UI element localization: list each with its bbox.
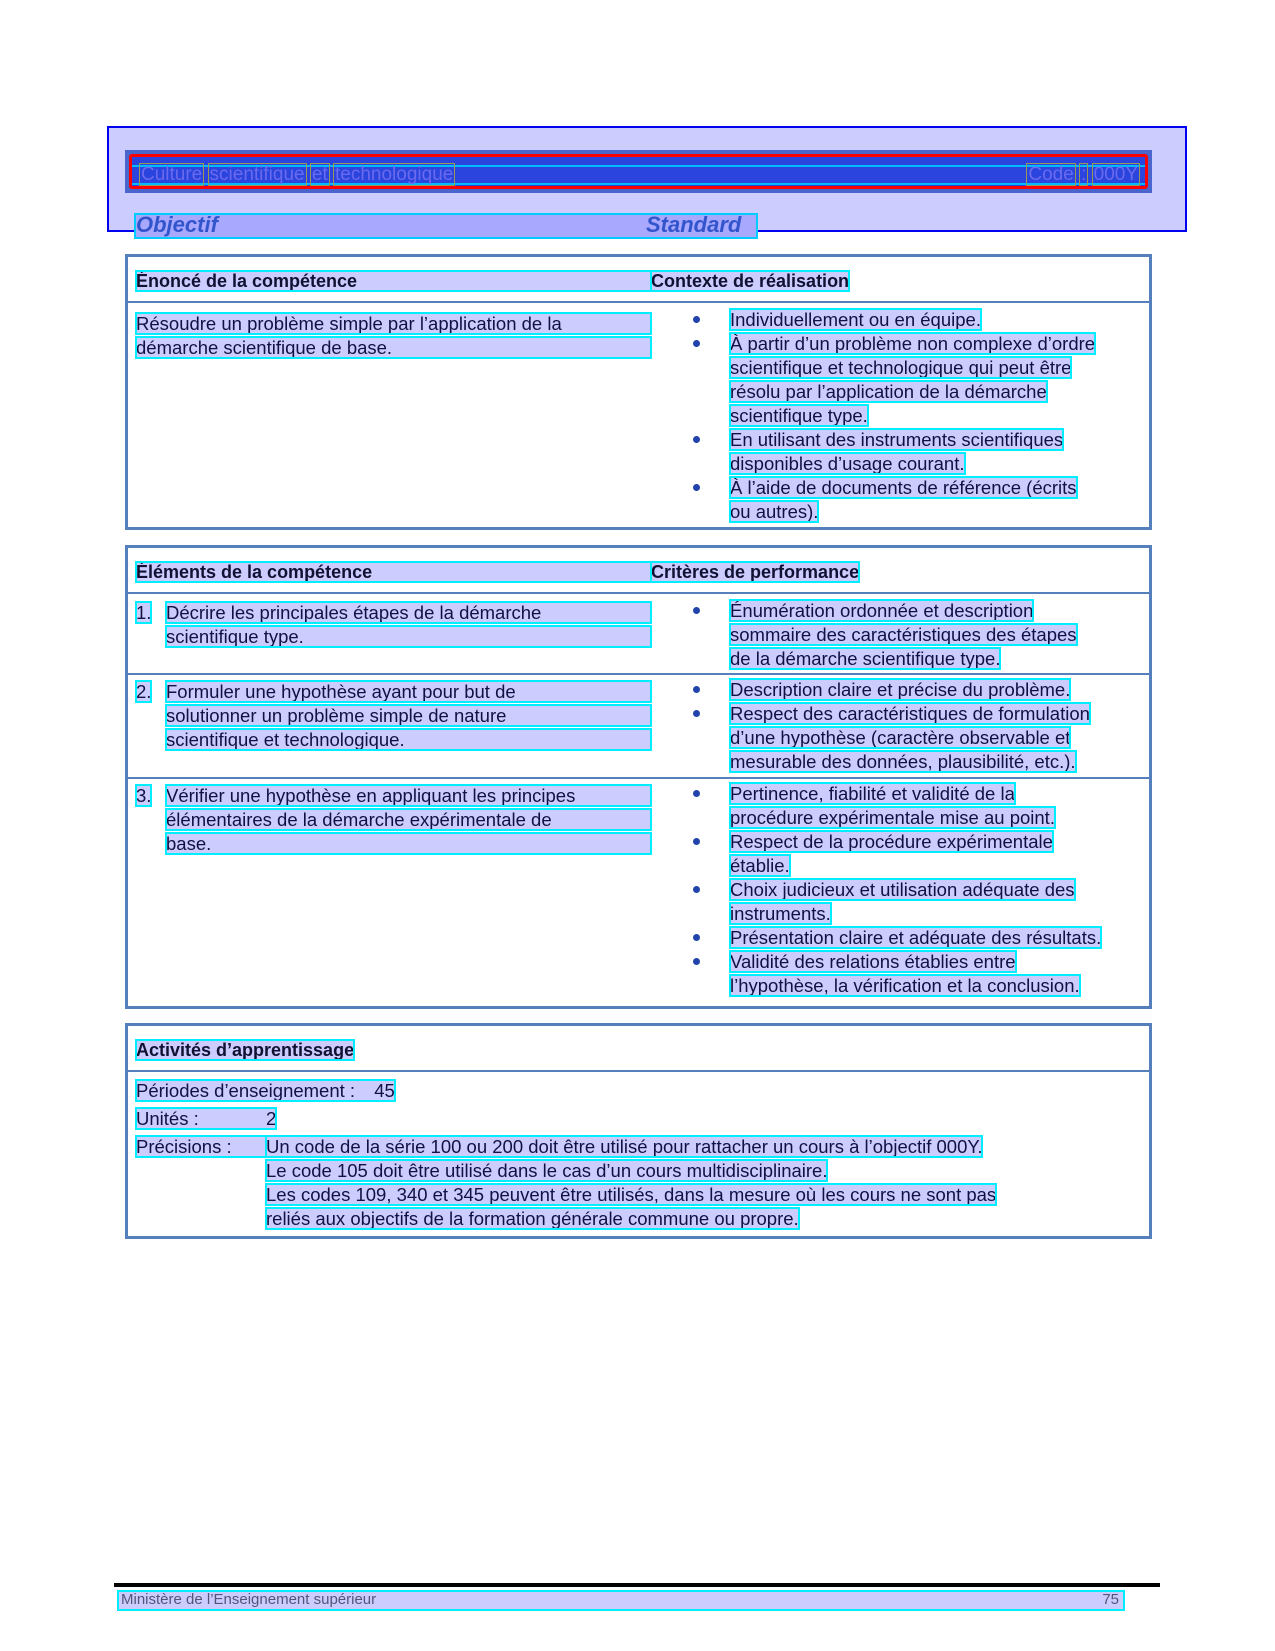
activites-header bbox=[128, 1026, 1149, 1072]
code-separator: : bbox=[1081, 164, 1087, 185]
precisions-label: Précisions : bbox=[136, 1136, 266, 1157]
contexte-item-line: disponibles d’usage courant. bbox=[730, 453, 965, 474]
code-value: 000Y bbox=[1093, 164, 1138, 185]
unites-row bbox=[136, 1108, 276, 1129]
criterion-line: Présentation claire et adéquate des résultats. bbox=[730, 927, 1102, 948]
standard-label: Standard bbox=[646, 212, 742, 237]
element-line: élémentaires de la démarche expérimentale de bbox=[166, 809, 651, 830]
criterion-line: Pertinence, fiabilité et validité de la bbox=[730, 783, 1015, 804]
col-header-contexte: Contexte de réalisation bbox=[651, 271, 850, 291]
criterion-line: Respect de la procédure expérimentale bbox=[730, 831, 1053, 852]
contexte-item-line: À l’aide de documents de référence (écrits bbox=[730, 477, 1077, 498]
footer bbox=[119, 1592, 1123, 1609]
element-line: Formuler une hypothèse ayant pour but de bbox=[166, 681, 651, 702]
program-code bbox=[1027, 164, 1139, 186]
elements-table-header bbox=[128, 548, 1149, 594]
precisions-line: Les codes 109, 340 et 345 peuvent être utilisés, dans la mesure où les cours ne sont pas bbox=[266, 1184, 997, 1205]
contexte-item-line: scientifique et technologique qui peut être bbox=[730, 357, 1072, 378]
criterion-line: instruments. bbox=[730, 903, 831, 924]
bullet-icon bbox=[693, 838, 700, 845]
contexte-item-line: À partir d’un problème non complexe d’ordre bbox=[730, 333, 1096, 354]
unites-label: Unités : bbox=[136, 1108, 199, 1129]
criterion-line: Validité des relations établies entre bbox=[730, 951, 1016, 972]
bullet-icon bbox=[693, 958, 700, 965]
contexte-item-line: Individuellement ou en équipe. bbox=[730, 309, 981, 330]
criterion-line: Choix judicieux et utilisation adéquate des bbox=[730, 879, 1075, 900]
precisions-line: Le code 105 doit être utilisé dans le cas d’un cours multidisciplinaire. bbox=[266, 1160, 828, 1181]
bullet-icon bbox=[693, 316, 700, 323]
enonce-table-header bbox=[128, 257, 1149, 303]
criterion-line: procédure expérimentale mise au point. bbox=[730, 807, 1055, 828]
unites-value: 2 bbox=[266, 1108, 277, 1129]
row-separator bbox=[128, 777, 1149, 779]
criterion-line: de la démarche scientifique type. bbox=[730, 648, 1001, 669]
criterion-line: établie. bbox=[730, 855, 790, 876]
title-bar-frame bbox=[129, 154, 1148, 189]
footer-rule bbox=[114, 1583, 1160, 1587]
objective-standard-row bbox=[136, 212, 756, 237]
title-bar bbox=[125, 150, 1152, 193]
contexte-item-line: En utilisant des instruments scientifiques bbox=[730, 429, 1064, 450]
contexte-item-line: scientifique type. bbox=[730, 405, 868, 426]
criterion-line: l’hypothèse, la vérification et la conclusion. bbox=[730, 975, 1080, 996]
bullet-icon bbox=[693, 790, 700, 797]
col-header-enonce: Énoncé de la compétence bbox=[136, 271, 651, 291]
element-line: Décrire les principales étapes de la démarche bbox=[166, 602, 651, 623]
bullet-icon bbox=[693, 607, 700, 614]
activites-title: Activités d’apprentissage bbox=[136, 1040, 355, 1060]
bullet-icon bbox=[693, 934, 700, 941]
criterion-line: Énumération ordonnée et description bbox=[730, 600, 1034, 621]
row-separator bbox=[128, 673, 1149, 675]
criterion-line: Description claire et précise du problème. bbox=[730, 679, 1071, 700]
element-number: 1. bbox=[136, 602, 152, 623]
bullet-icon bbox=[693, 710, 700, 717]
program-title bbox=[140, 164, 454, 186]
title-word: technologique bbox=[335, 164, 454, 185]
activites-table bbox=[125, 1023, 1152, 1239]
code-label: Code bbox=[1028, 164, 1074, 185]
element-number: 3. bbox=[136, 785, 152, 806]
title-word: et bbox=[311, 164, 328, 185]
bullet-icon bbox=[693, 484, 700, 491]
bullet-icon bbox=[693, 686, 700, 693]
enonce-line: démarche scientifique de base. bbox=[136, 337, 651, 358]
title-word: scientifique bbox=[209, 164, 305, 185]
footer-ministry: Ministère de l’Enseignement supérieur bbox=[121, 1591, 377, 1608]
objectif-label: Objectif bbox=[136, 212, 218, 237]
criterion-line: d’une hypothèse (caractère observable et bbox=[730, 727, 1071, 748]
elements-table bbox=[125, 545, 1152, 1009]
periodes-label: Périodes d’enseignement : bbox=[136, 1080, 356, 1101]
col-header-elements: Éléments de la compétence bbox=[136, 562, 651, 582]
contexte-item-line: résolu par l’application de la démarche bbox=[730, 381, 1047, 402]
page-number: 75 bbox=[1102, 1591, 1119, 1608]
enonce-table bbox=[125, 254, 1152, 530]
element-line: Vérifier une hypothèse en appliquant les principes bbox=[166, 785, 651, 806]
periodes-value: 45 bbox=[374, 1080, 395, 1101]
element-line: scientifique type. bbox=[166, 626, 651, 647]
criterion-line: mesurable des données, plausibilité, etc.). bbox=[730, 751, 1076, 772]
bullet-icon bbox=[693, 436, 700, 443]
bullet-icon bbox=[693, 886, 700, 893]
criterion-line: Respect des caractéristiques de formulation bbox=[730, 703, 1090, 724]
col-header-criteres: Critères de performance bbox=[651, 562, 860, 582]
precisions-line: Un code de la série 100 ou 200 doit être utilisé pour rattacher un cours à l’objectif 000Y. bbox=[266, 1136, 983, 1157]
bullet-icon bbox=[693, 340, 700, 347]
element-line: scientifique et technologique. bbox=[166, 729, 651, 750]
title-word: Culture bbox=[141, 164, 203, 185]
enonce-line: Résoudre un problème simple par l’application de la bbox=[136, 313, 651, 334]
element-line: base. bbox=[166, 833, 651, 854]
element-line: solutionner un problème simple de nature bbox=[166, 705, 651, 726]
criterion-line: sommaire des caractéristiques des étapes bbox=[730, 624, 1077, 645]
precisions-line: reliés aux objectifs de la formation générale commune ou propre. bbox=[266, 1208, 799, 1229]
periodes-row bbox=[136, 1080, 395, 1101]
element-number: 2. bbox=[136, 681, 152, 702]
contexte-item-line: ou autres). bbox=[730, 501, 819, 522]
